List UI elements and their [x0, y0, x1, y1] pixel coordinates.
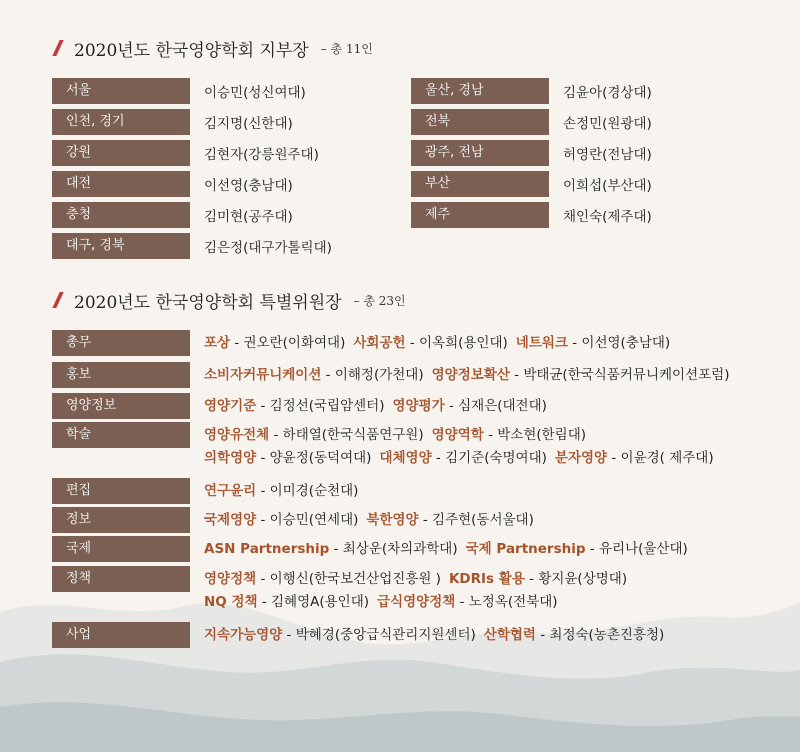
branch-row [411, 78, 652, 104]
committee-category-row [52, 507, 190, 533]
branch-head-name: 이희섭(부산대) [563, 178, 652, 194]
committee-category-row [52, 393, 190, 419]
committee-role: 국제영양 [204, 512, 257, 528]
committee-chair: - 심재은(대전대) [444, 398, 547, 414]
branch-row [52, 109, 293, 135]
committee-role: 영양유전체 [204, 427, 270, 443]
committee-role: 소비자커뮤니케이션 [204, 367, 322, 383]
committee-chair: - 하태열(한국식품연구원) [269, 427, 424, 443]
committee-role: 북한영양 [366, 512, 419, 528]
committee-category-row [52, 330, 190, 356]
committee-line [204, 364, 729, 386]
committee-role: 대체영양 [379, 450, 432, 466]
region-label: 대구, 경북 [52, 233, 190, 259]
committee-category-label: 학술 [52, 422, 190, 448]
committee-chair: - 이윤경( 제주대) [607, 450, 714, 466]
branch-row [52, 78, 306, 104]
branch-head-name: 채인숙(제주대) [563, 209, 652, 225]
committee-line [204, 591, 558, 613]
committee-chair: - 김혜영A(용인대) [257, 594, 370, 610]
committee-chair: - 권오란(이화여대) [230, 335, 346, 351]
region-label: 부산 [411, 171, 549, 197]
committee-chair: - 노정옥(전북대) [455, 594, 558, 610]
branch-row [411, 202, 652, 228]
committee-chair: - 박혜경(중앙급식관리지원센터) [282, 627, 476, 643]
committee-chair: - 황지윤(상명대) [524, 571, 628, 587]
committee-role: 분자영양 [554, 450, 608, 466]
committee-role: 영양기준 [204, 398, 257, 414]
committee-role: 의학영양 [204, 450, 257, 466]
committee-category-row [52, 478, 190, 504]
committee-category-row [52, 362, 190, 388]
region-label: 대전 [52, 171, 190, 197]
committee-category-row [52, 536, 190, 562]
committee-role: 영양역학 [431, 427, 484, 443]
region-label: 인천, 경기 [52, 109, 190, 135]
branch-head-name: 허영란(전남대) [563, 147, 652, 163]
committee-chair: - 이선영(충남대) [567, 335, 671, 351]
committee-role: 포상 [204, 335, 231, 351]
branch-row [411, 109, 652, 135]
branch-section-title [52, 36, 373, 60]
committee-role: 급식영양정책 [377, 594, 456, 610]
committee-category-label: 영양정보 [52, 393, 190, 419]
committee-role: 영양정보확산 [431, 367, 510, 383]
region-label: 충청 [52, 202, 190, 228]
committee-role: 국제 Partnership [465, 541, 586, 557]
branch-row [52, 140, 319, 166]
branch-head-name: 김현자(강릉원주대) [204, 147, 319, 163]
special-count: – 총 23인 [353, 293, 406, 308]
committee-category-label: 총무 [52, 330, 190, 356]
committee-chair: - 이미경(순천대) [256, 483, 359, 499]
committee-role: ASN Partnership [204, 541, 330, 557]
committee-chair: - 유리나(울산대) [585, 541, 688, 557]
branch-count: – 총 11인 [320, 41, 373, 56]
special-title: 2020년도 한국영양학회 특별위원장 [74, 292, 342, 313]
region-label: 제주 [411, 202, 549, 228]
committee-role: 지속가능영양 [204, 627, 283, 643]
branch-row [52, 233, 332, 259]
committee-chair: - 최상운(차의과학대) [329, 541, 458, 557]
committee-category-label: 정책 [52, 566, 190, 592]
committee-category-row [52, 566, 190, 592]
branch-head-name: 김지명(신한대) [204, 116, 293, 132]
committee-role: 산학협력 [483, 627, 536, 643]
committee-role: 영양평가 [392, 398, 445, 414]
region-label: 강원 [52, 140, 190, 166]
region-label: 광주, 전남 [411, 140, 549, 166]
committee-category-row [52, 622, 190, 648]
committee-role: 네트워크 [515, 335, 568, 351]
committee-category-label: 홍보 [52, 362, 190, 388]
committee-line [204, 538, 688, 560]
special-section-title [52, 288, 406, 312]
branch-head-name: 손정민(원광대) [563, 116, 652, 132]
region-label: 전북 [411, 109, 549, 135]
committee-role: 연구윤리 [204, 483, 257, 499]
committee-chair: - 박태균(한국식품커뮤니케이션포럼) [509, 367, 730, 383]
branch-head-name: 김윤아(경상대) [563, 85, 652, 101]
committee-category-label: 사업 [52, 622, 190, 648]
committee-chair: - 이해정(가천대) [321, 367, 424, 383]
committee-chair: - 김정선(국립암센터) [256, 398, 385, 414]
committee-line [204, 447, 714, 469]
branch-head-name: 김은정(대구가톨릭대) [204, 240, 332, 256]
committee-line [204, 424, 586, 446]
committee-chair: - 최정숙(농촌진흥청) [535, 627, 665, 643]
committee-chair: - 양윤정(동덕여대) [256, 450, 372, 466]
committee-line [204, 332, 670, 354]
branch-row [411, 140, 652, 166]
committee-role: NQ 정책 [204, 594, 258, 610]
slash-icon [52, 40, 64, 56]
region-label: 서울 [52, 78, 190, 104]
branch-row [52, 171, 293, 197]
committee-category-row [52, 422, 190, 448]
committee-line [204, 395, 547, 417]
branch-row [411, 171, 652, 197]
branch-head-name: 이승민(성신여대) [204, 85, 306, 101]
committee-category-label: 정보 [52, 507, 190, 533]
branch-row [52, 202, 293, 228]
committee-chair: - 이옥희(용인대) [405, 335, 508, 351]
committee-line [204, 568, 627, 590]
committee-chair: - 김기준(숙명여대) [431, 450, 547, 466]
committee-role: KDRIs 활용 [448, 571, 525, 587]
region-label: 울산, 경남 [411, 78, 549, 104]
committee-role: 사회공헌 [353, 335, 406, 351]
branch-head-name: 이선영(충남대) [204, 178, 293, 194]
committee-category-label: 편집 [52, 478, 190, 504]
committee-line [204, 509, 534, 531]
branch-head-name: 김미현(공주대) [204, 209, 293, 225]
committee-chair: - 이승민(연세대) [256, 512, 359, 528]
committee-line [204, 480, 358, 502]
committee-chair: - 이행신(한국보건산업진흥원 ) [256, 571, 441, 587]
committee-category-label: 국제 [52, 536, 190, 562]
slash-icon [52, 292, 64, 308]
committee-role: 영양정책 [204, 571, 257, 587]
committee-chair: - 박소현(한림대) [483, 427, 587, 443]
committee-line [204, 624, 664, 646]
branch-title: 2020년도 한국영양학회 지부장 [74, 40, 309, 61]
committee-chair: - 김주현(동서울대) [418, 512, 534, 528]
